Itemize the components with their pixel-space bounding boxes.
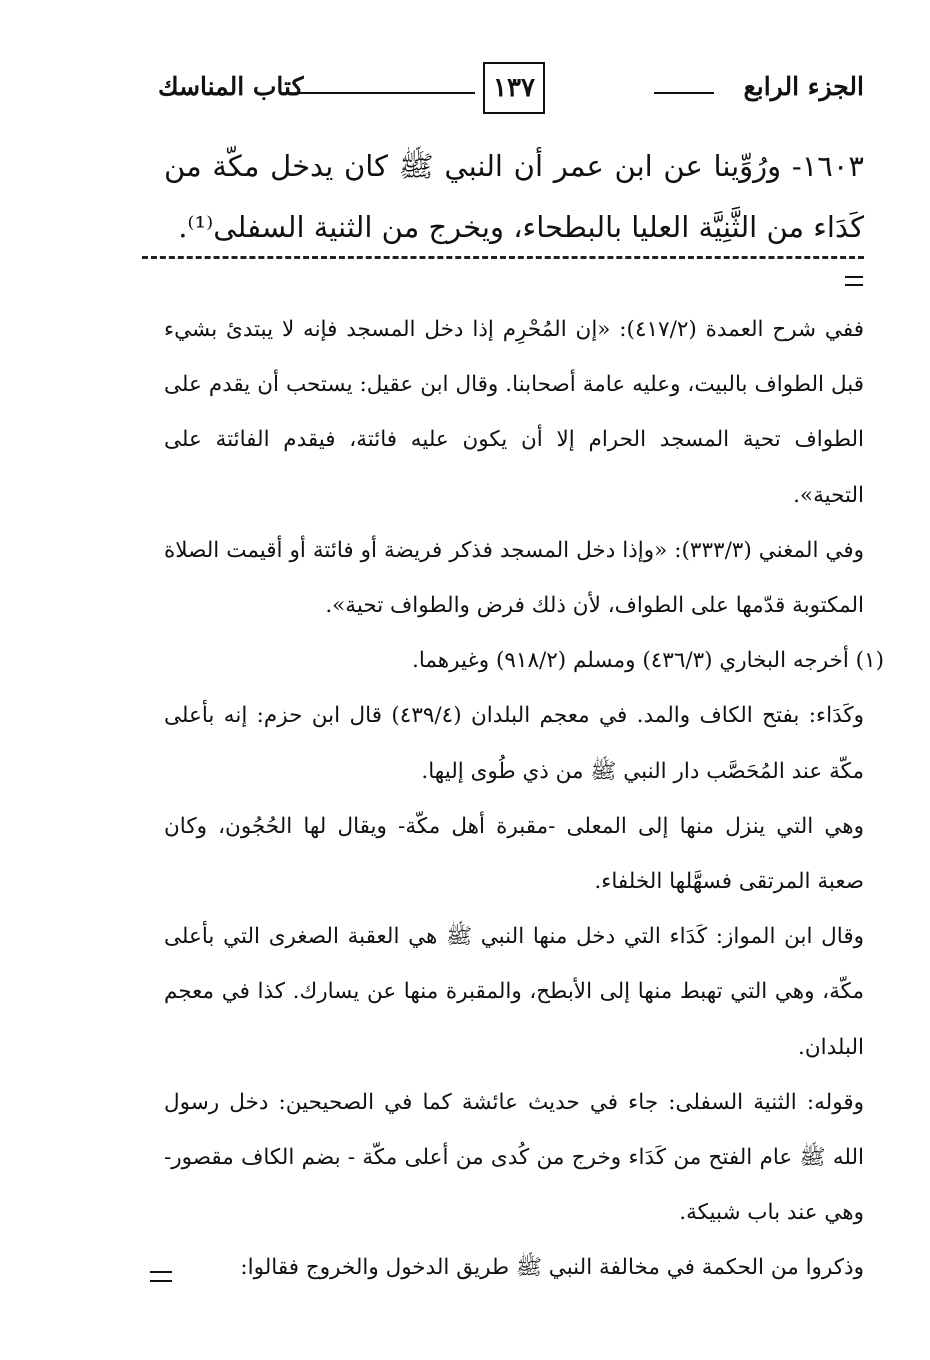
page-number: ١٣٧	[483, 62, 545, 114]
book-title: كتاب المناسك	[158, 72, 304, 101]
header-rule-left	[295, 92, 475, 94]
note-paragraph: وهي التي ينزل منها إلى المعلى -مقبرة أهل مكّة- ويقال لها الحُجُون، وكان صعبة المرتقى فسهَّلها الخلفاء.	[164, 813, 864, 895]
note-paragraph: وفي المغني (٣٣٣/٣): «وإذا دخل المسجد فذكر فريضة أو فائتة أو أقيمت الصلاة المكتوبة قدّمها على الطواف، لأن ذلك فرض والطواف تحية».	[164, 537, 865, 619]
hadith-text: ١٦٠٣- ورُوِّينا عن ابن عمر أن النبي ﷺ كان يدخل مكّة من كَدَاء من الثَّنِيَّة العليا بالبطحاء، ويخرج من الثنية السفلى⁽¹⁾.	[164, 149, 864, 244]
header-rule-right	[654, 92, 714, 94]
commentary	[164, 302, 884, 1296]
footnote-1: (١) أخرجه البخاري (٤٣٦/٣) ومسلم (٩١٨/٢) وغيرهما.	[411, 648, 884, 674]
note-paragraph: وكَدَاء: بفتح الكاف والمد. في معجم البلدان (٤٣٩/٤) قال ابن حزم: إنه بأعلى مكّة عند المُحَصَّب دار النبي ﷺ من ذي طُوى إليها.	[164, 703, 864, 784]
note-paragraph: وقوله: الثنية السفلى: جاء في حديث عائشة كما في الصحيحين: دخل رسول الله ﷺ عام الفتح من كَدَاء وخرج من كُدى من أعلى مكّة - بضم الكاف مقصور- وهي عند باب شبيكة.	[164, 1089, 864, 1226]
continuation-mark	[845, 276, 863, 286]
note-paragraph: وقال ابن المواز: كَدَاء التي دخل منها النبي ﷺ هي العقبة الصغرى التي بأعلى مكّة، وهي التي تهبط منها إلى الأبطح، والمقبرة منها عن يسارك. كذا في معجم البلدان.	[164, 924, 864, 1060]
note-paragraph: ففي شرح العمدة (٤١٧/٢): «إن المُحْرِم إذا دخل المسجد فإنه لا يبتدئ بشيء قبل الطواف بالبيت، وعليه عامة أصحابنا. وقال ابن عقيل: يستحب أن يقدم على الطواف تحية المسجد الحرام إلا أن يكون عليه فائتة، فيقدم الفائتة على التحية».	[164, 317, 864, 508]
part-title: الجزء الرابع	[743, 72, 864, 101]
note-paragraph: وذكروا من الحكمة في مخالفة النبي ﷺ طريق الدخول والخروج فقالوا:	[240, 1255, 864, 1281]
page-header	[150, 62, 864, 118]
footnote-separator	[142, 256, 864, 259]
continuation-mark	[150, 1271, 172, 1282]
